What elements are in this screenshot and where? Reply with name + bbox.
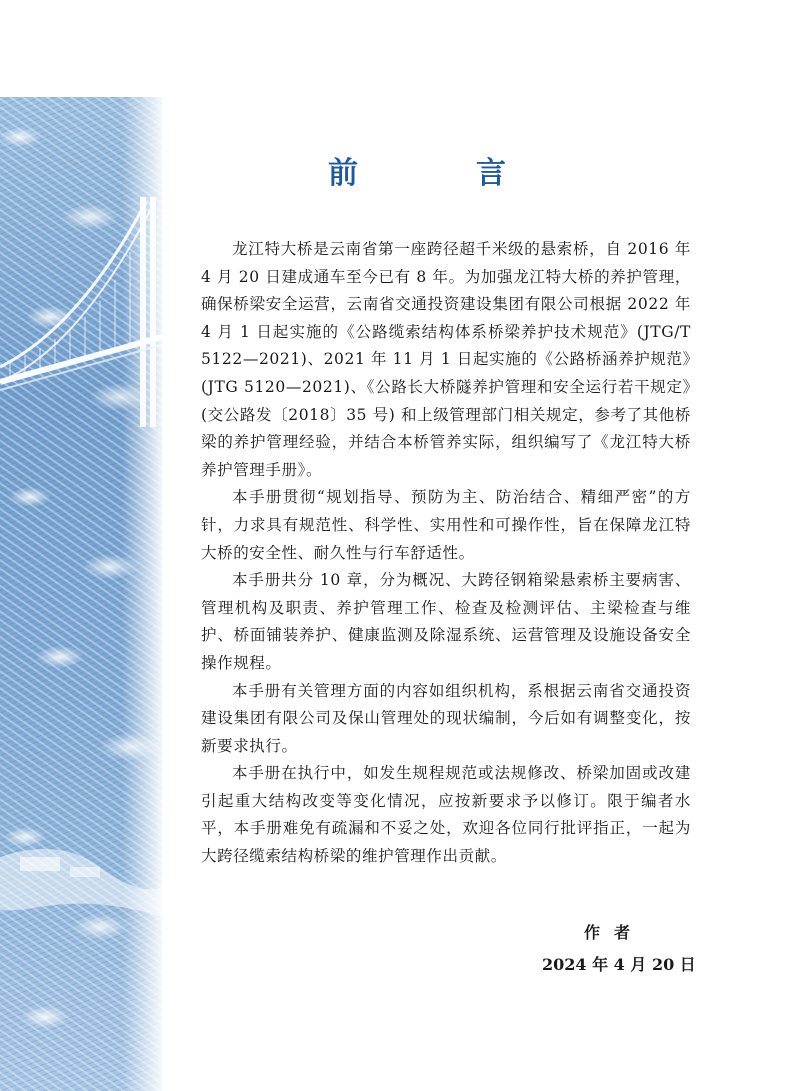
paragraph: 本手册在执行中，如发生规程规范或法规修改、桥梁加固或改建引起重大结构改变等变化情况，应按新要求予以修订。限于编者水平，本手册难免有疏漏和不妥之处，欢迎各位同行批评指正，一起为大跨径缆索结构桥梁的维护管理作出贡献。 <box>201 764 691 866</box>
bridge-illustration <box>0 97 162 1091</box>
paragraph: 本手册共分 10 章，分为概况、大跨径钢箱梁悬索桥主要病害、管理机构及职责、养护管理工作、检查及检测评估、主梁检查与维护、桥面铺装养护、健康监测及除湿系统、运营管理及设施设备安全操作规程。 <box>201 571 691 672</box>
page-title: 前 言 <box>328 156 550 191</box>
date-label: 2024 年 4 月 20 日 <box>542 955 696 974</box>
preface-body <box>201 236 691 871</box>
paragraph: 龙江特大桥是云南省第一座跨径超千米级的悬索桥，自 2016 年 4 月 20 日建成通车至今已有 8 年。为加强龙江特大桥的养护管理，确保桥梁安全运营，云南省交通投资建设集团有限公司根据 2022 年 4 月 1 日起实施的《公路缆索结构体系桥梁养护技术规范》(JTG/T 5122—2021)、2021 年 11 月 1 日起实施的《公路桥涵养护规范》(JTG 5120—2021)、《公路长大桥隧养护管理和安全运行若干规定》(交公路发〔2018〕35 号) 和上级管理部门相关规定，参考了其他桥梁的养护管理经验，并结合本桥管养实际，组织编写了《龙江特大桥养护管理手册》。 <box>201 240 691 479</box>
author-label: 作者 <box>584 923 645 942</box>
paragraph: 本手册有关管理方面的内容如组织机构，系根据云南省交通投资建设集团有限公司及保山管理处的现状编制，今后如有调整变化，按新要求执行。 <box>201 681 691 755</box>
paragraph: 本手册贯彻“规划指导、预防为主、防治结合、精细严密”的方针，力求具有规范性、科学性、实用性和可操作性，旨在保障龙江特大桥的安全性、耐久性与行车舒适性。 <box>201 488 691 562</box>
